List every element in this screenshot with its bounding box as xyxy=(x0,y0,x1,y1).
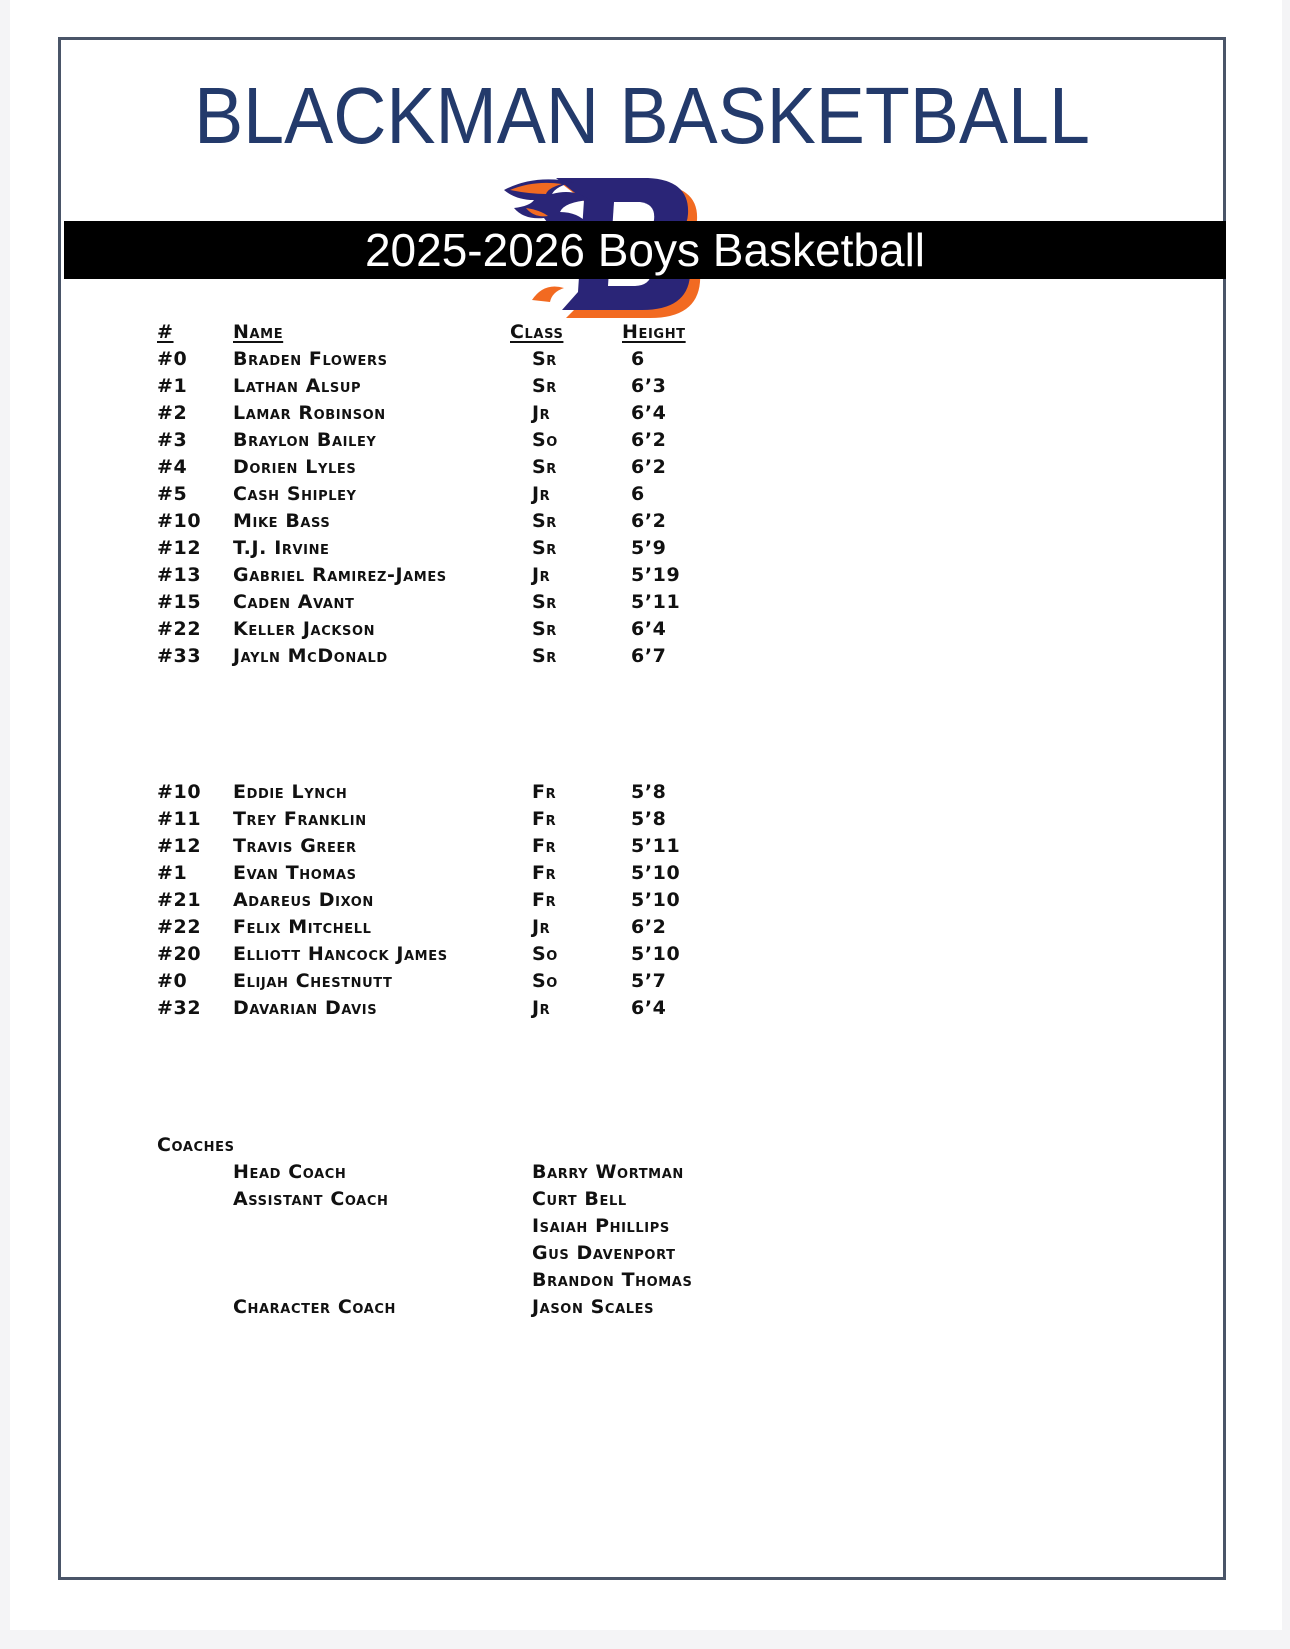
page-title: BLACKMAN BASKETBALL xyxy=(194,71,1090,160)
player-class: Jr xyxy=(532,564,551,586)
player-class: Fr xyxy=(532,889,557,911)
player-name: Adareus Dixon xyxy=(233,889,374,911)
player-class: Sr xyxy=(532,375,557,397)
player-class: Sr xyxy=(532,618,557,640)
player-number: #0 xyxy=(157,348,188,370)
player-row xyxy=(0,645,1290,671)
player-number: #2 xyxy=(157,402,188,424)
player-number: #21 xyxy=(157,889,202,911)
player-row xyxy=(0,943,1290,969)
coaches-heading-row xyxy=(0,1134,1290,1160)
player-row xyxy=(0,808,1290,834)
coach-row xyxy=(0,1188,1290,1214)
player-height: 6’3 xyxy=(631,375,667,397)
player-number: #32 xyxy=(157,997,202,1019)
player-row xyxy=(0,510,1290,536)
player-number: #22 xyxy=(157,618,202,640)
player-height: 6’2 xyxy=(631,916,667,938)
player-class: Sr xyxy=(532,456,557,478)
player-height: 5’11 xyxy=(631,591,681,613)
coach-role: Head Coach xyxy=(233,1161,347,1183)
player-class: So xyxy=(532,429,558,451)
player-class: Sr xyxy=(532,591,557,613)
player-class: Sr xyxy=(532,510,557,532)
player-row xyxy=(0,456,1290,482)
coach-row xyxy=(0,1242,1290,1268)
player-height: 6’4 xyxy=(631,618,667,640)
player-class: Sr xyxy=(532,645,557,667)
player-number: #13 xyxy=(157,564,202,586)
player-row xyxy=(0,970,1290,996)
player-number: #11 xyxy=(157,808,202,830)
header-number: # xyxy=(157,321,174,343)
player-name: Braden Flowers xyxy=(233,348,388,370)
player-number: #15 xyxy=(157,591,202,613)
player-row xyxy=(0,781,1290,807)
player-height: 6’7 xyxy=(631,645,667,667)
player-row xyxy=(0,997,1290,1023)
coach-name: Barry Wortman xyxy=(532,1161,684,1183)
player-height: 5’11 xyxy=(631,835,681,857)
coach-role: Assistant Coach xyxy=(233,1188,389,1210)
player-height: 5’9 xyxy=(631,537,667,559)
player-name: Cash Shipley xyxy=(233,483,357,505)
player-name: Evan Thomas xyxy=(233,862,357,884)
player-class: Jr xyxy=(532,916,551,938)
player-name: Gabriel Ramirez-James xyxy=(233,564,447,586)
player-height: 5’8 xyxy=(631,781,667,803)
player-row xyxy=(0,835,1290,861)
header-height: Height xyxy=(622,321,686,343)
player-height: 6’2 xyxy=(631,429,667,451)
player-name: Dorien Lyles xyxy=(233,456,357,478)
player-height: 5’10 xyxy=(631,889,681,911)
player-row xyxy=(0,348,1290,374)
player-row xyxy=(0,916,1290,942)
player-class: Sr xyxy=(532,348,557,370)
coach-name: Jason Scales xyxy=(532,1296,655,1318)
player-number: #5 xyxy=(157,483,188,505)
coach-role: Character Coach xyxy=(233,1296,396,1318)
player-name: Jayln McDonald xyxy=(233,645,388,667)
player-number: #1 xyxy=(157,862,188,884)
player-row xyxy=(0,862,1290,888)
header-name: Name xyxy=(233,321,284,343)
player-class: Fr xyxy=(532,808,557,830)
player-name: Mike Bass xyxy=(233,510,331,532)
player-height: 5’10 xyxy=(631,862,681,884)
player-name: Davarian Davis xyxy=(233,997,378,1019)
player-number: #12 xyxy=(157,835,202,857)
player-height: 6’4 xyxy=(631,997,667,1019)
coach-name: Gus Davenport xyxy=(532,1242,676,1264)
player-name: Felix Mitchell xyxy=(233,916,372,938)
player-class: So xyxy=(532,943,558,965)
coach-name: Curt Bell xyxy=(532,1188,627,1210)
header-class: Class xyxy=(510,321,564,343)
player-number: #4 xyxy=(157,456,188,478)
player-class: Fr xyxy=(532,835,557,857)
player-number: #10 xyxy=(157,781,202,803)
player-class: Sr xyxy=(532,537,557,559)
player-height: 6’4 xyxy=(631,402,667,424)
coach-name: Isaiah Phillips xyxy=(532,1215,670,1237)
player-number: #3 xyxy=(157,429,188,451)
player-row xyxy=(0,618,1290,644)
player-number: #20 xyxy=(157,943,202,965)
player-height: 5’7 xyxy=(631,970,667,992)
player-row xyxy=(0,889,1290,915)
player-row xyxy=(0,564,1290,590)
player-number: #33 xyxy=(157,645,202,667)
player-row xyxy=(0,429,1290,455)
player-class: Fr xyxy=(532,862,557,884)
roster-header xyxy=(0,321,1290,347)
coach-row xyxy=(0,1161,1290,1187)
player-name: Elliott Hancock James xyxy=(233,943,448,965)
player-height: 5’19 xyxy=(631,564,681,586)
player-height: 6’2 xyxy=(631,510,667,532)
player-number: #12 xyxy=(157,537,202,559)
player-height: 5’10 xyxy=(631,943,681,965)
player-name: Braylon Bailey xyxy=(233,429,377,451)
player-name: Lathan Alsup xyxy=(233,375,362,397)
player-row xyxy=(0,375,1290,401)
season-title: 2025-2026 Boys Basketball xyxy=(364,224,926,276)
player-name: Lamar Robinson xyxy=(233,402,386,424)
player-class: So xyxy=(532,970,558,992)
player-name: Keller Jackson xyxy=(233,618,376,640)
player-name: Eddie Lynch xyxy=(233,781,348,803)
player-class: Jr xyxy=(532,402,551,424)
player-class: Fr xyxy=(532,781,557,803)
player-number: #1 xyxy=(157,375,188,397)
coach-row xyxy=(0,1296,1290,1322)
player-name: T.J. Irvine xyxy=(233,537,330,559)
coach-row xyxy=(0,1215,1290,1241)
player-height: 6’2 xyxy=(631,456,667,478)
coaches-heading: Coaches xyxy=(157,1134,235,1156)
player-number: #10 xyxy=(157,510,202,532)
player-height: 6 xyxy=(631,348,645,370)
coach-name: Brandon Thomas xyxy=(532,1269,693,1291)
player-name: Travis Greer xyxy=(233,835,357,857)
player-row xyxy=(0,483,1290,509)
player-height: 6 xyxy=(631,483,645,505)
player-name: Caden Avant xyxy=(233,591,355,613)
player-name: Trey Franklin xyxy=(233,808,367,830)
player-row xyxy=(0,591,1290,617)
coach-row xyxy=(0,1269,1290,1295)
player-row xyxy=(0,537,1290,563)
player-class: Jr xyxy=(532,483,551,505)
player-row xyxy=(0,402,1290,428)
player-class: Jr xyxy=(532,997,551,1019)
player-number: #0 xyxy=(157,970,188,992)
player-number: #22 xyxy=(157,916,202,938)
player-name: Elijah Chestnutt xyxy=(233,970,393,992)
player-height: 5’8 xyxy=(631,808,667,830)
